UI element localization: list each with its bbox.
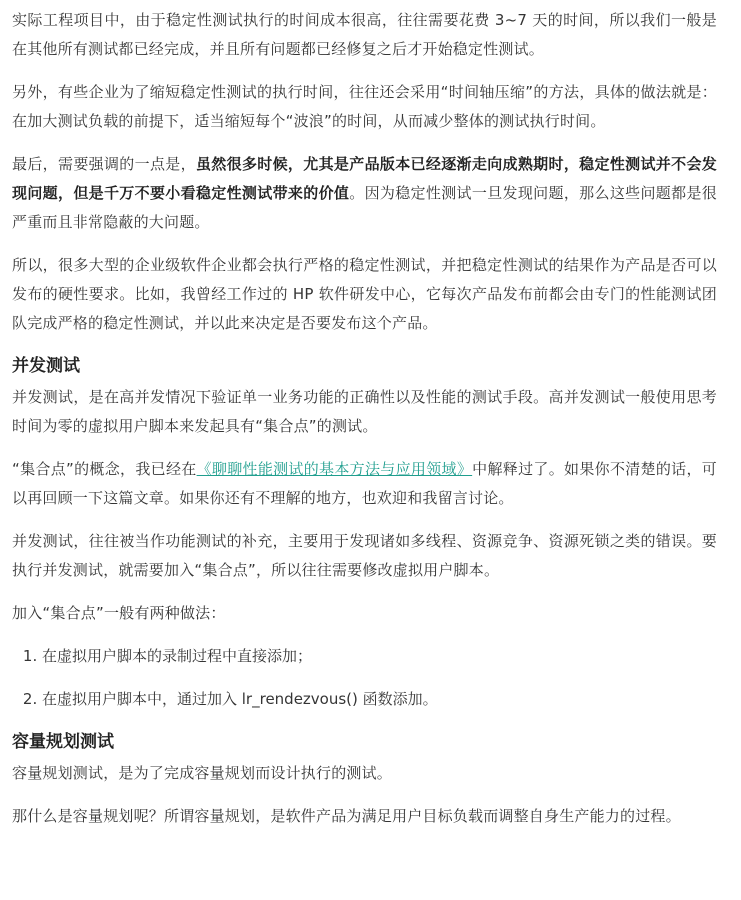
heading-concurrency-test: 并发测试 <box>12 356 80 376</box>
rendezvous-lead-text: “集合点”的概念，我已经在 <box>12 460 197 478</box>
emphasis-bold-text: 虽然很多时候，尤其是产品版本已经逐渐走向成熟期时，稳定性测试并不会发现问题，但是千万不要小看稳定性测试带来的价值 <box>12 155 717 202</box>
paragraph-rendezvous-concept <box>12 455 717 513</box>
paragraph-capacity-def: 容量规划测试，是为了完成容量规划而设计执行的测试。 <box>12 764 393 782</box>
paragraph-enterprise: 所以，很多大型的企业级软件企业都会执行严格的稳定性测试，并把稳定性测试的结果作为产品是否可以发布的硬性要求。比如，我曾经工作过的 HP 软件研发中心，它每次产品发布前都会由专门的性能测试团队完成严格的稳定性测试，并以此来决定是否要发布这个产品。 <box>12 256 717 332</box>
list-item: 2. 在虚拟用户脚本中，通过加入 lr_rendezvous() 函数添加。 <box>42 685 717 714</box>
paragraph-cost: 实际工程项目中，由于稳定性测试执行的时间成本很高，往往需要花费 3~7 天的时间，所以我们一般是在其他所有测试都已经完成，并且所有问题都已经修复之后才开始稳定性测试。 <box>12 11 717 58</box>
heading-capacity-planning-test: 容量规划测试 <box>12 732 114 752</box>
paragraph-emphasis <box>12 150 717 237</box>
list-item: 1. 在虚拟用户脚本的录制过程中直接添加； <box>42 642 717 671</box>
paragraph-time-compression: 另外，有些企业为了缩短稳定性测试的执行时间，往往还会采用“时间轴压缩”的方法，具体的做法就是：在加大测试负载的前提下，适当缩短每个“波浪”的时间，从而减少整体的测试执行时间。 <box>12 83 717 130</box>
emphasis-lead-text: 最后，需要强调的一点是， <box>12 155 196 173</box>
paragraph-concurrency-usage: 并发测试，往往被当作功能测试的补充，主要用于发现诸如多线程、资源竞争、资源死锁之类的错误。要执行并发测试，就需要加入“集合点”，所以往往需要修改虚拟用户脚本。 <box>12 532 717 579</box>
rendezvous-method-list <box>12 642 717 714</box>
paragraph-rendezvous-methods: 加入“集合点”一般有两种做法： <box>12 604 226 622</box>
rendezvous-tail-text: 中解释过了。如果你不清楚的话，可以再回顾一下这篇文章。如果你还有不理解的地方，也欢迎和我留言讨论。 <box>12 460 717 507</box>
paragraph-capacity-planning: 那什么是容量规划呢？所谓容量规划，是软件产品为满足用户目标负载而调整自身生产能力的过程。 <box>12 807 681 825</box>
emphasis-tail-text: 。因为稳定性测试一旦发现问题，那么这些问题都是很严重而且非常隐蔽的大问题。 <box>12 184 717 231</box>
paragraph-concurrency-def: 并发测试，是在高并发情况下验证单一业务功能的正确性以及性能的测试手段。高并发测试一般使用思考时间为零的虚拟用户脚本来发起具有“集合点”的测试。 <box>12 388 717 435</box>
article-link[interactable]: 《聊聊性能测试的基本方法与应用领域》 <box>196 460 473 478</box>
